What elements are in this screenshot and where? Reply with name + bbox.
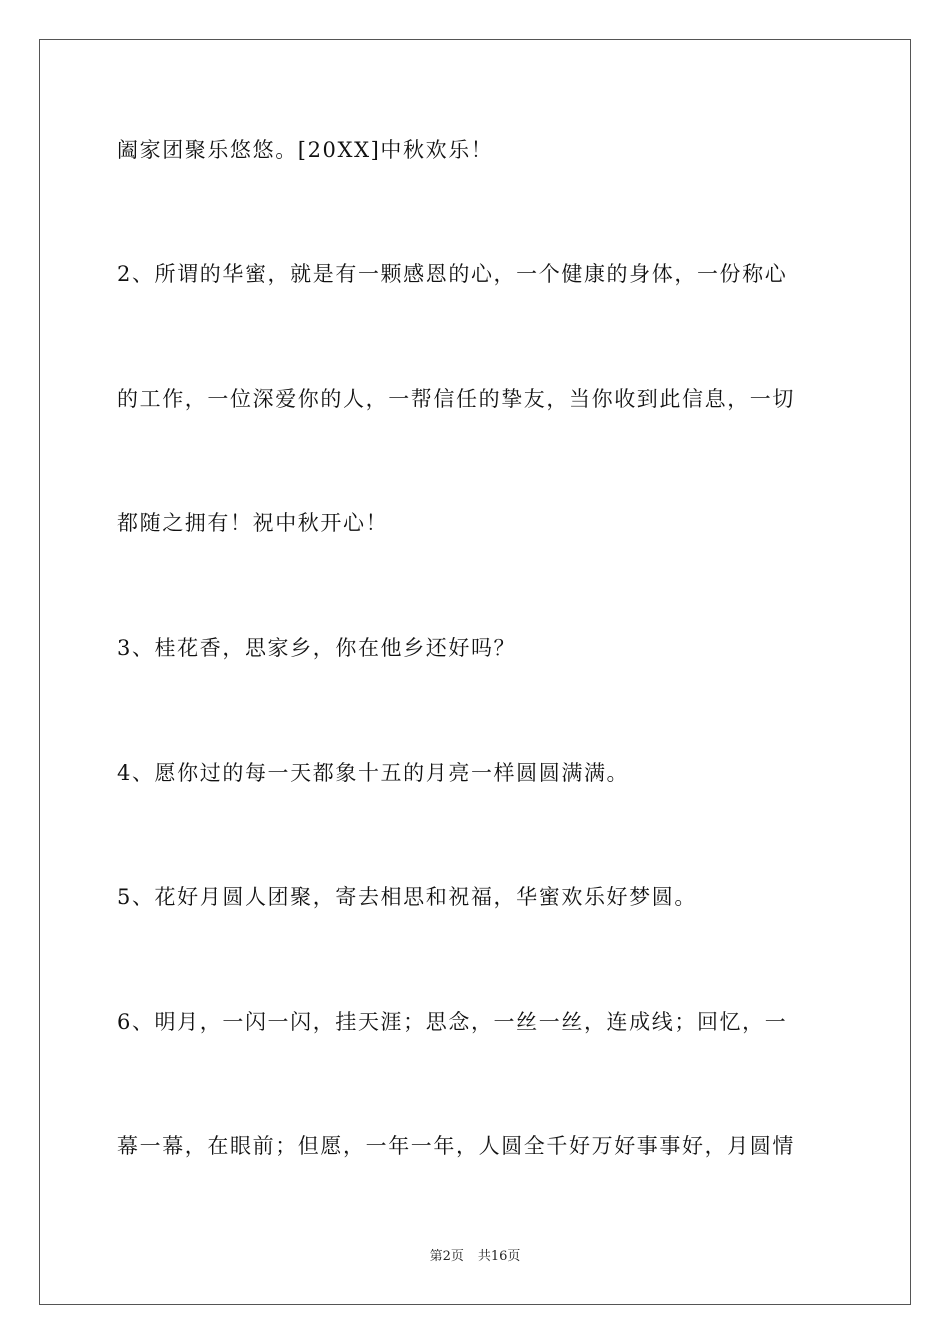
page-footer bbox=[0, 1248, 950, 1266]
text-line: 5、花好月圆人团聚，寄去相思和祝福，华蜜欢乐好梦圆。 bbox=[117, 885, 697, 909]
text-line: 的工作，一位深爱你的人，一帮信任的挚友，当你收到此信息，一切 bbox=[117, 387, 795, 411]
text-line: 都随之拥有！祝中秋开心！ bbox=[117, 511, 389, 535]
text-line: 4、愿你过的每一天都象十五的月亮一样圆圆满满。 bbox=[117, 761, 630, 785]
page-number: 第2页 bbox=[429, 1249, 464, 1264]
text-line: 6、明月，一闪一闪，挂天涯；思念，一丝一丝，连成线；回忆，一 bbox=[117, 1010, 788, 1034]
text-line: 幕一幕，在眼前；但愿，一年一年，人圆全千好万好事事好，月圆情 bbox=[117, 1134, 795, 1158]
page-border bbox=[39, 39, 911, 1305]
total-pages: 共16页 bbox=[477, 1249, 521, 1264]
text-line: 阖家团聚乐悠悠。[20XX]中秋欢乐！ bbox=[117, 138, 494, 162]
text-line: 3、桂花香，思家乡，你在他乡还好吗？ bbox=[117, 636, 517, 660]
text-line: 2、所谓的华蜜，就是有一颗感恩的心，一个健康的身体，一份称心 bbox=[117, 262, 788, 286]
